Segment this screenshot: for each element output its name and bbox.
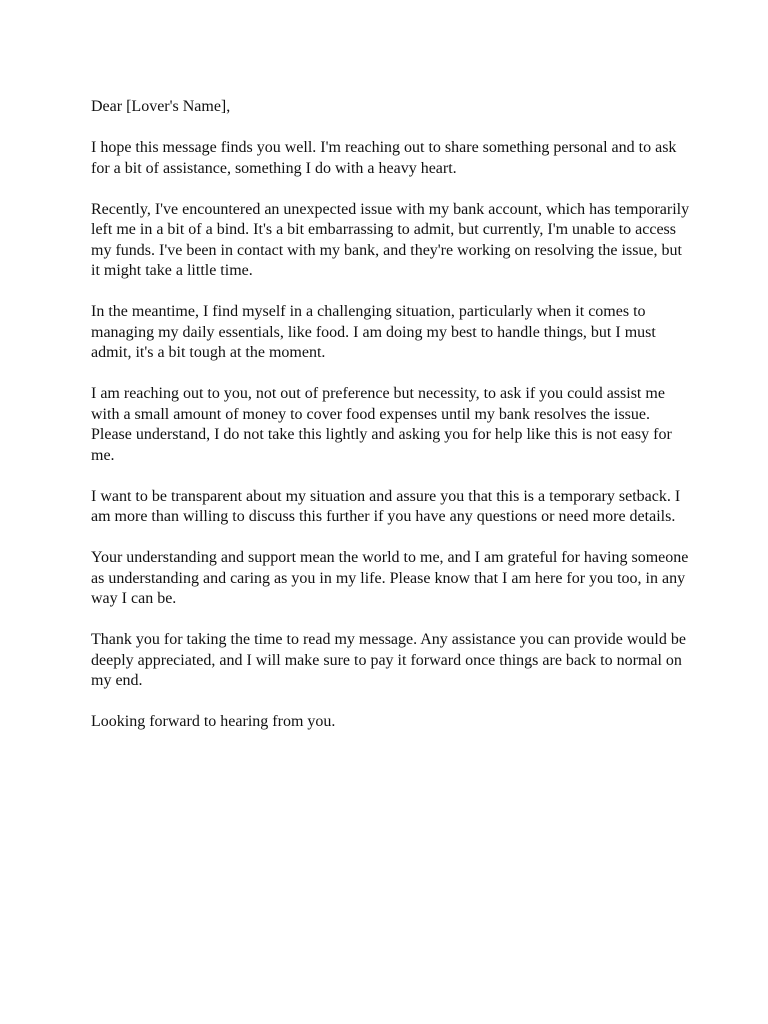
paragraph-challenging-situation: In the meantime, I find myself in a challenging situation, particularly when it comes to managing my daily essentials, like food. I am doing my best to handle things, but I must admit, it's a bit tough at the moment. [91, 303, 656, 361]
paragraph-greeting: I hope this message finds you well. I'm reaching out to share something personal and to ask for a bit of assistance, something I do with a heavy heart. [91, 139, 677, 177]
paragraph-closing: Looking forward to hearing from you. [91, 713, 336, 730]
paragraph-gratitude: Your understanding and support mean the world to me, and I am grateful for having someone as understanding and caring as you in my life. Please know that I am here for you too, in any way I can be. [91, 549, 689, 607]
salutation: Dear [Lover's Name], [91, 98, 231, 115]
letter-body [91, 97, 691, 753]
paragraph-request: I am reaching out to you, not out of preference but necessity, to ask if you could assist me with a small amount of money to cover food expenses until my bank resolves the issue. Please understand, I do not take this lightly and asking you for help like this is not easy for me. [91, 385, 672, 464]
paragraph-bank-issue: Recently, I've encountered an unexpected issue with my bank account, which has temporarily left me in a bit of a bind. It's a bit embarrassing to admit, but currently, I'm unable to access my funds. I've been in contact with my bank, and they're working on resolving the issue, but it might take a little time. [91, 200, 690, 279]
paragraph-thanks: Thank you for taking the time to read my message. Any assistance you can provide would be deeply appreciated, and I will make sure to pay it forward once things are back to normal on my end. [91, 631, 686, 689]
paragraph-transparency: I want to be transparent about my situation and assure you that this is a temporary setback. I am more than willing to discuss this further if you have any questions or need more details. [91, 487, 681, 525]
